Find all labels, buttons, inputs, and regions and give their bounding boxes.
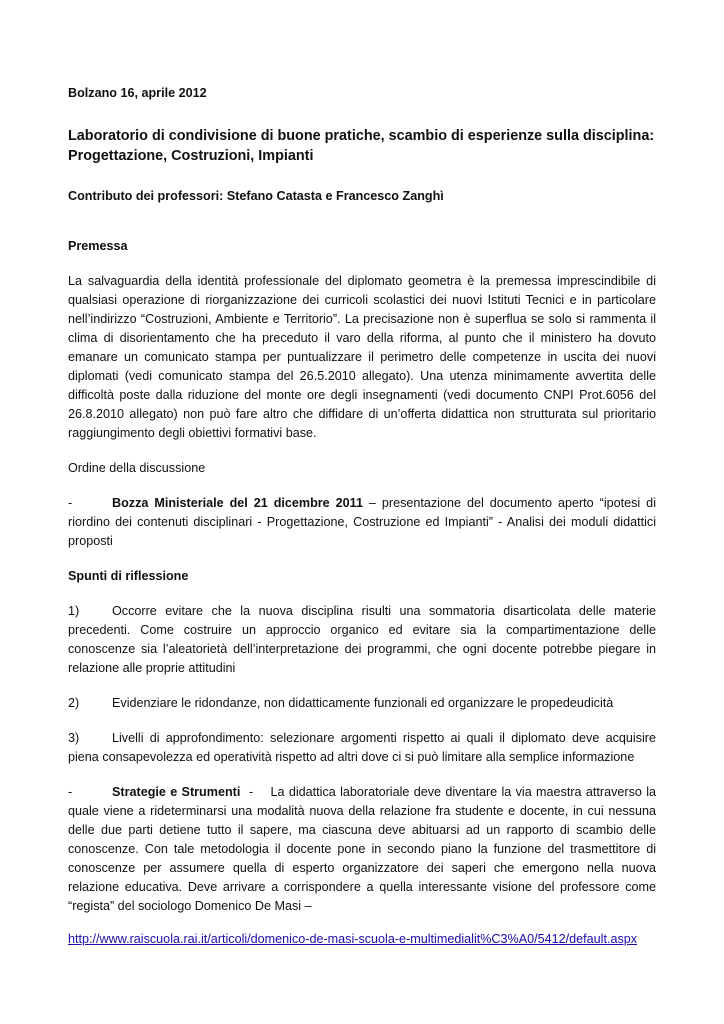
- title-line-1: Laboratorio di condivisione di buone pratiche, scambio di esperienze sulla disciplina:: [68, 128, 655, 144]
- spunti-item-text: Livelli di approfondimento: selezionare argomenti rispetto ai quali il diplomato deve acquisire piena consapevolezza ed operatività rispetto ad altri dove ci si può limitare alla semplice informazione: [68, 731, 656, 764]
- document-title: [68, 126, 656, 166]
- spunti-item-text: Evidenziare le ridondanze, non didatticamente funzionali ed organizzare le propedeudicità: [112, 696, 614, 710]
- document-date: Bolzano 16, aprile 2012: [68, 86, 207, 100]
- spunti-item-1: [68, 602, 656, 678]
- spunti-item-number: 3): [68, 731, 80, 745]
- ordine-text: – presentazione del documento aperto “ipotesi di riordino dei contenuti disciplinari - Progettazione, Costruzione ed Impianti” - Analisi dei moduli didattici proposti: [68, 496, 656, 548]
- premessa-paragraph: La salvaguardia della identità professionale del diplomato geometra è la premessa imprescindibile di qualsiasi operazione di riorganizzazione dei curricoli scolastici dei nuovi Istituti Tecnici e in particolare nell’indirizzo “Costruzioni, Ambiente e Territorio”. La precisazione non è superflua se solo si rammenta il clima di disorientamento che ha preceduto il varo della riforma, al punto che il ministero ha dovuto emanare un comunicato stampa per puntualizzare il perimetro delle competenze in uscita dei nuovi diplomati (vedi comunicato stampa del 26.5.2010 allegato). Una utenza minimamente avvertita delle difficoltà poste dalla riduzione del monte ore degli insegnamenti (vedi documento CNPI Prot.6056 del 26.8.2010 allegato) non può fare altro che diffidare di un’offerta didattica non strutturata sul prioritario raggiungimento degli obiettivi formativi base.: [68, 274, 656, 440]
- premessa-heading: Premessa: [68, 239, 128, 253]
- strategie-text: La didattica laboratoriale deve diventare la via maestra attraverso la quale viene a rideterminarsi una modalità nuova della relazione fra studente e docente, in cui nessuna delle due parti detiene tutto il sapere, ma ciascuna deve abituarsi ad un rapporto di scambio delle conoscenze. Con tale metodologia il docente pone in secondo piano la funzione del trasmettitore di conoscenze per assumere quella di esperto organizzatore dei saperi che emergono nella nuova relazione educativa. Deve arrivare a corrispondere a quella interessante visione del professore come “regista” del sociologo Domenico De Masi –: [68, 785, 657, 913]
- strategie-separator: -: [240, 785, 271, 799]
- ordine-heading: Ordine della discussione: [68, 461, 206, 475]
- strategie-dash: -: [68, 785, 73, 799]
- de-masi-article-link[interactable]: http://www.raiscuola.rai.it/articoli/domenico-de-masi-scuola-e-multimedialit%C3%A0/5412/default.aspx: [68, 932, 638, 946]
- contributors-line: Contributo dei professori: Stefano Catasta e Francesco Zanghì: [68, 189, 444, 203]
- spunti-item-number: 2): [68, 696, 80, 710]
- strategie-paragraph: [68, 783, 656, 916]
- strategie-bold: Strategie e Strumenti: [112, 785, 241, 799]
- document-page: [68, 84, 656, 949]
- spunti-item-2: [68, 694, 656, 713]
- link-row: [68, 930, 656, 949]
- title-line-2: Progettazione, Costruzioni, Impianti: [68, 148, 314, 164]
- spunti-heading: Spunti di riflessione: [68, 569, 189, 583]
- ordine-item: [68, 494, 656, 551]
- ordine-dash: -: [68, 496, 73, 510]
- spunti-item-number: 1): [68, 604, 80, 618]
- spunti-item-text: Occorre evitare che la nuova disciplina risulti una sommatoria disarticolata delle materie precedenti. Come costruire un approccio organico ed evitare sia la compartimentazione delle conoscenze sia l’aleatorietà dell’interpretazione dei programmi, che ogni docente potrebbe piegare in relazione alle proprie attitudini: [68, 604, 656, 675]
- spunti-item-3: [68, 729, 656, 767]
- ordine-bold: Bozza Ministeriale del 21 dicembre 2011: [112, 496, 363, 510]
